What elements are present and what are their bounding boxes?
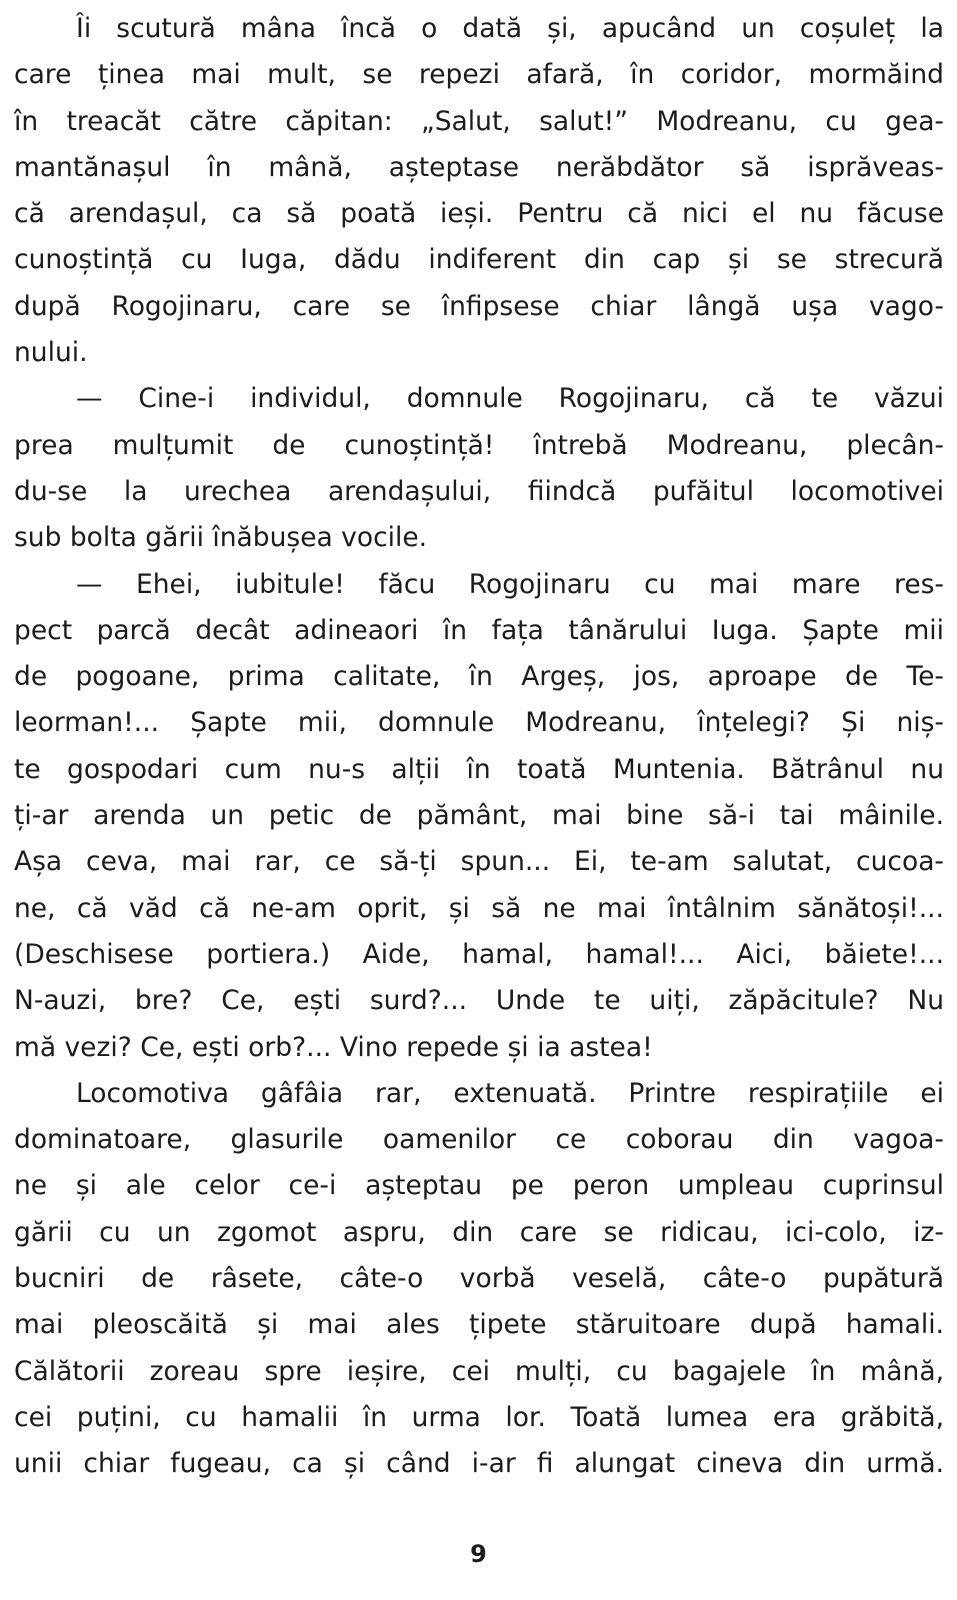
paragraph-2 — [14, 376, 944, 561]
text-line: dominatoare, glasurile oamenilor ce coborau din vagoa- — [14, 1124, 944, 1156]
text-line: Îi scutură mâna încă o dată și, apucând un coșuleț la — [76, 13, 944, 44]
text-line: pect parcă decât adineaori în fața tânărului Iuga. Șapte mii — [14, 614, 944, 646]
text-line: ne, că văd că ne-am oprit, și să ne mai întâlnim sănătoși!... — [14, 892, 944, 924]
text-line: Locomotiva gâfâia rar, extenuată. Printre respirațiile ei — [76, 1077, 944, 1109]
text-line: sub bolta gării înăbușea vocile. — [14, 522, 428, 554]
text-line: te gospodari cum nu-s alții în toată Muntenia. Bătrânul nu — [14, 753, 944, 785]
text-line: cunoștință cu Iuga, dădu indiferent din cap și se strecură — [14, 244, 944, 276]
text-line: ne și ale celor ce-i așteptau pe peron umpleau cuprinsul — [14, 1170, 944, 1202]
text-line: de pogoane, prima calitate, în Argeș, jos, aproape de Te- — [14, 661, 944, 693]
text-line: care ținea mai mult, se repezi afară, în coridor, mormăind — [14, 59, 944, 91]
text-line: (Deschisese portiera.) Aide, hamal, hamal!... Aici, băiete!... — [14, 938, 944, 970]
text-line: nului. — [14, 337, 88, 369]
text-line: gării cu un zgomot aspru, din care se ridicau, ici-colo, iz- — [14, 1216, 944, 1248]
body-text — [14, 6, 944, 1488]
text-line: unii chiar fugeau, ca și când i-ar fi alungat cineva din urmă. — [14, 1448, 944, 1480]
paragraph-1 — [14, 6, 944, 376]
paragraph-4 — [14, 1071, 944, 1488]
text-line: leorman!... Șapte mii, domnule Modreanu, înțelegi? Și niș- — [14, 707, 944, 739]
text-line: mai pleoscăită și mai ales țipete stăruitoare după hamali. — [14, 1309, 944, 1341]
text-line: Așa ceva, mai rar, ce să-ți spun... Ei, te-am salutat, cucoa- — [14, 846, 944, 878]
text-line: Călătorii zoreau spre ieșire, cei mulți, cu bagajele în mână, — [14, 1355, 944, 1387]
text-line: cei puțini, cu hamalii în urma lor. Toată lumea era grăbită, — [14, 1401, 944, 1433]
text-line: mantănașul în mână, așteptase nerăbdător să isprăveas- — [14, 151, 944, 183]
text-line: bucniri de râsete, câte-o vorbă veselă, câte-o pupătură — [14, 1263, 944, 1295]
text-line: că arendașul, ca să poată ieși. Pentru că nici el nu făcuse — [14, 198, 944, 230]
text-line: în treacăt către căpitan: „Salut, salut!” Modreanu, cu gea- — [14, 105, 944, 137]
dialogue-line: — Ehei, iubitule! făcu Rogojinaru cu mai mare res- — [76, 568, 944, 600]
dialogue-line: — Cine-i individul, domnule Rogojinaru, că te văzui — [76, 383, 944, 415]
text-line: mă vezi? Ce, ești orb?... Vino repede și ia astea! — [14, 1031, 653, 1063]
text-line: N-auzi, bre? Ce, ești surd?... Unde te uiți, zăpăcitule? Nu — [14, 985, 944, 1017]
text-line: ți-ar arenda un petic de pământ, mai bine să-i tai mâinile. — [14, 800, 944, 832]
text-line: după Rogojinaru, care se înfipsese chiar lângă ușa vago- — [14, 290, 944, 322]
paragraph-3 — [14, 562, 944, 1071]
page-number: 9 — [470, 1540, 487, 1568]
text-line: prea mulțumit de cunoștință! întrebă Modreanu, plecân- — [14, 429, 944, 461]
text-line: du-se la urechea arendașului, fiindcă pufăitul locomotivei — [14, 475, 944, 507]
